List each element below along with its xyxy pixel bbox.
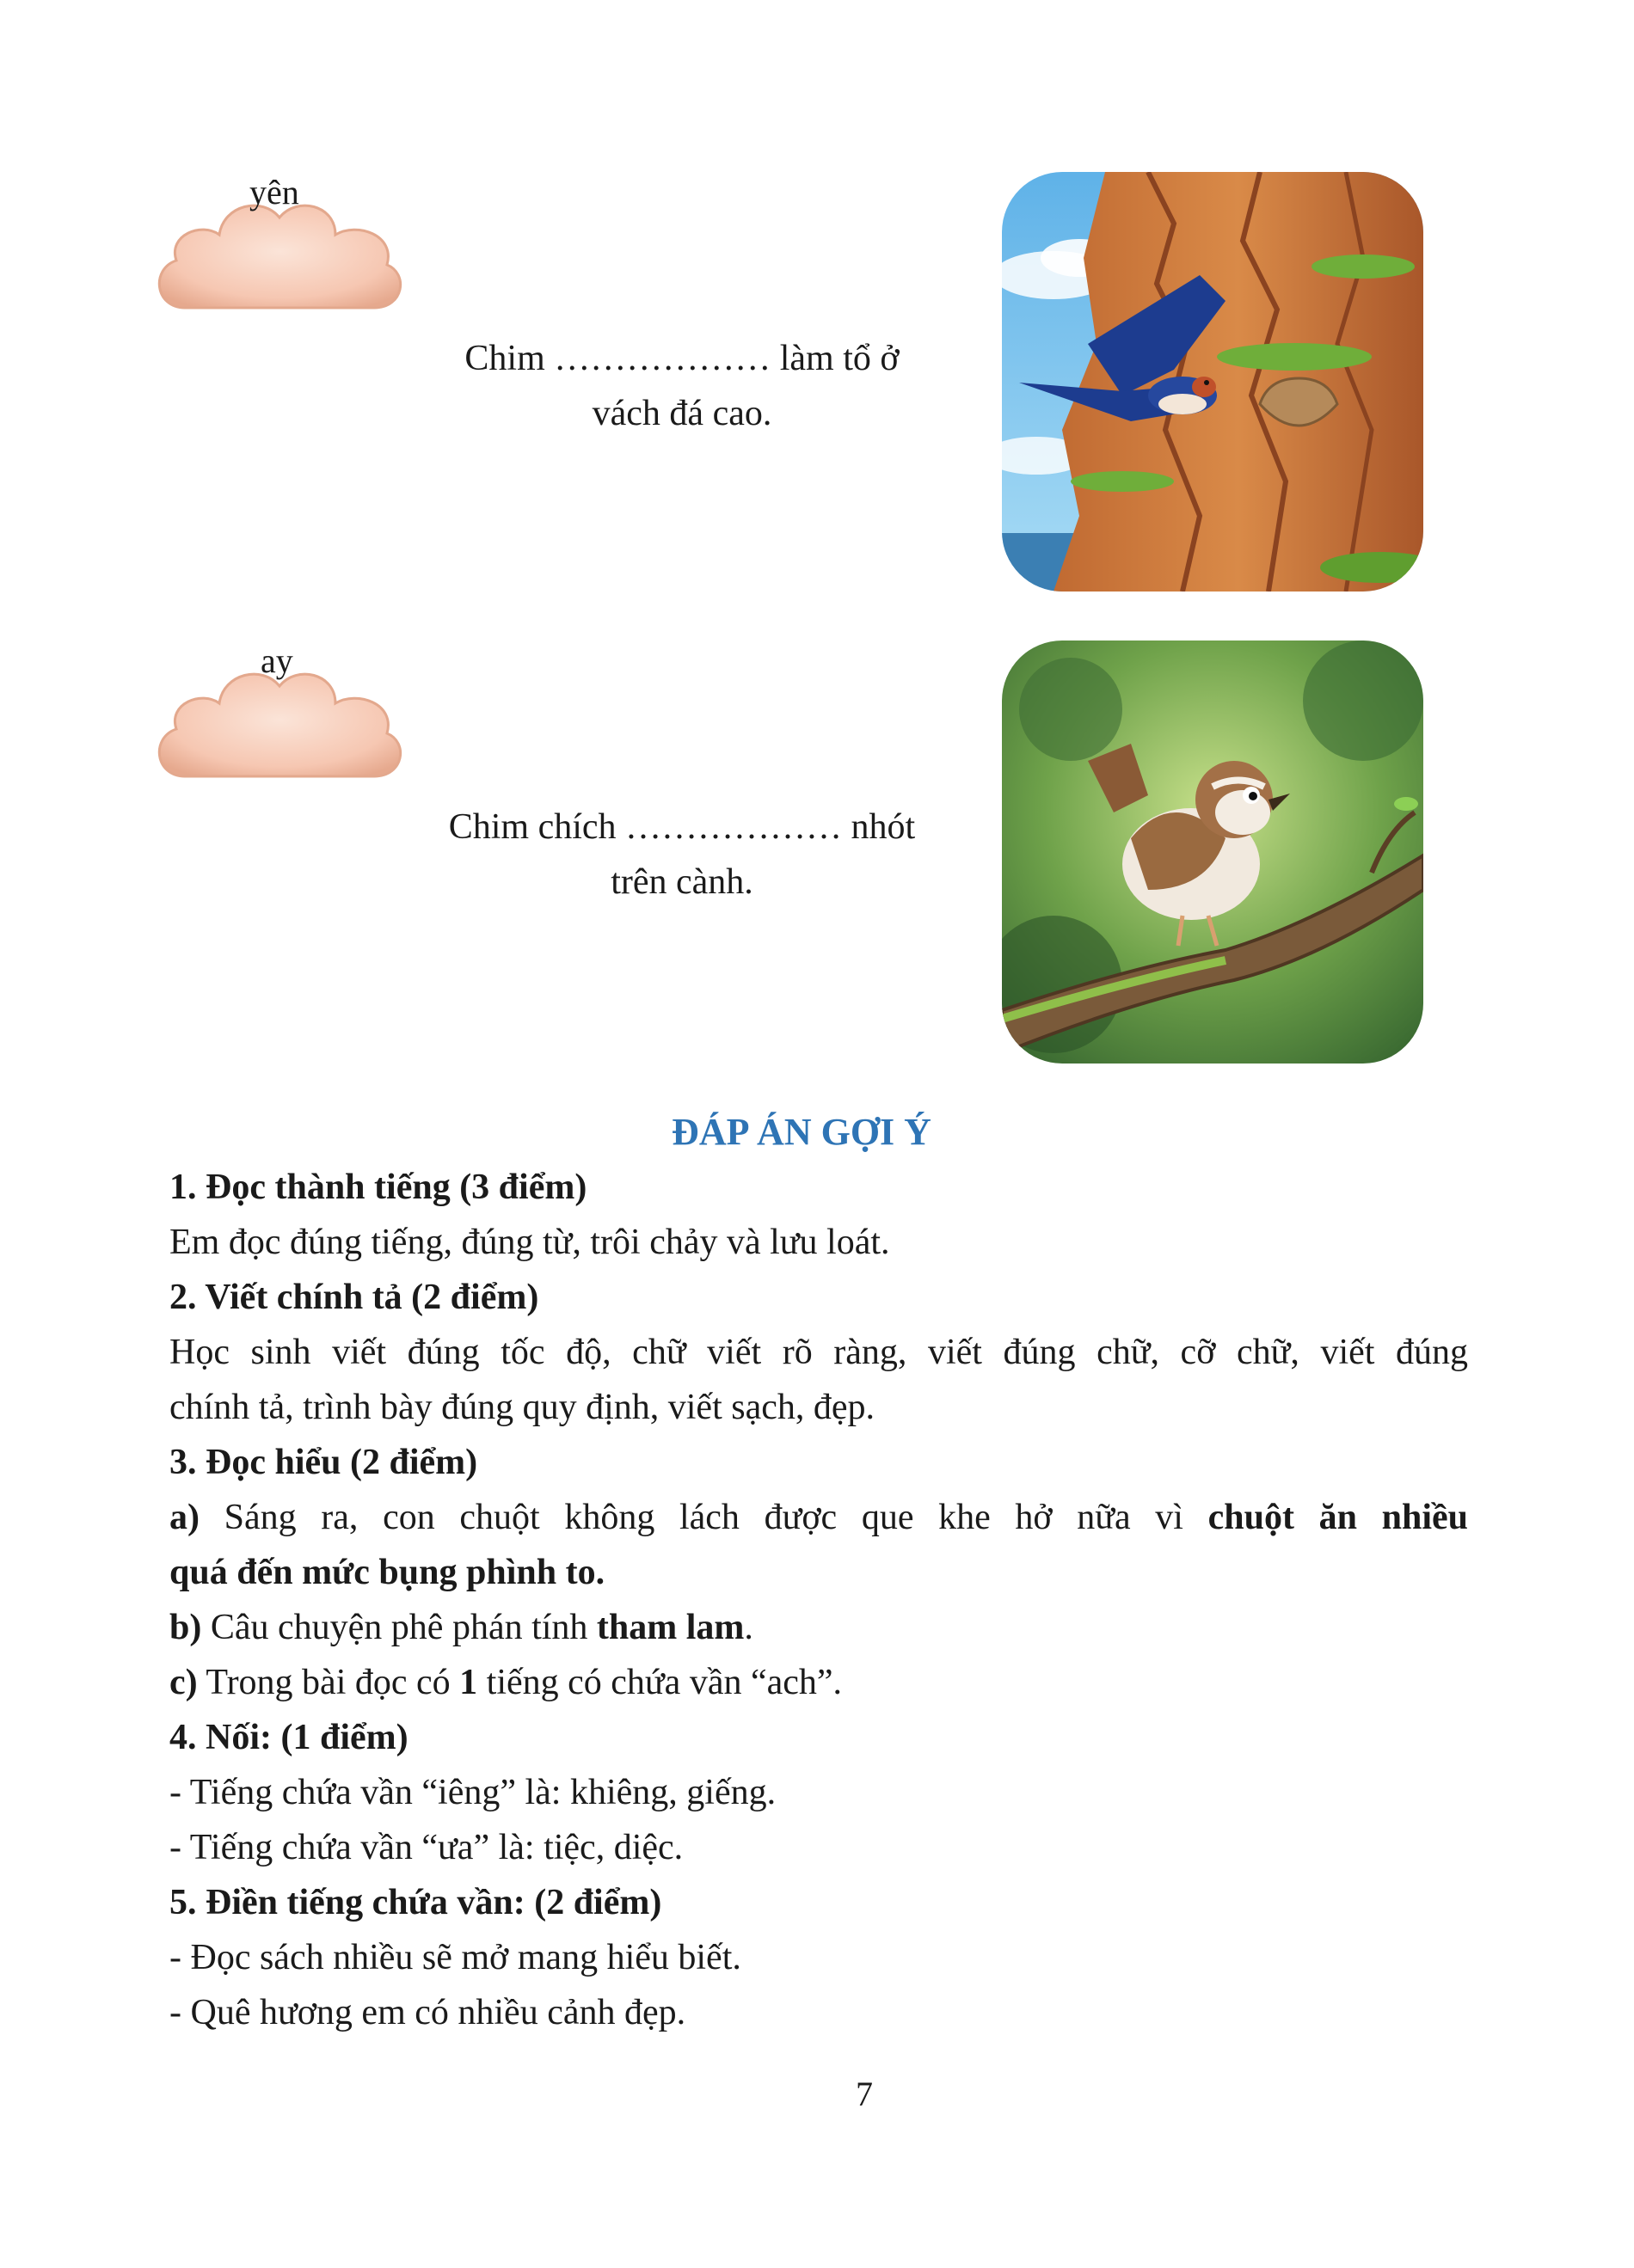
answer-3b-label: b) <box>169 1608 202 1647</box>
answer-3a-line-1 <box>169 1490 1468 1545</box>
section-5-line-2: - Quê hương em có nhiều cảnh đẹp. <box>169 1993 686 2032</box>
answer-3c-text-1: Trong bài đọc có <box>206 1663 451 1702</box>
answer-3a-text: Sáng ra, con chuột không lách được que khe hở nữa vì <box>224 1498 1183 1537</box>
answer-section <box>169 1105 1468 2040</box>
cloud-label-1: yên <box>249 173 299 211</box>
answer-3c-bold: 1 <box>459 1663 478 1702</box>
answer-3b-end: . <box>744 1608 753 1647</box>
answer-3c <box>169 1655 1468 1710</box>
section-4-line-1: - Tiếng chứa vần “iêng” là: khiêng, giếng. <box>169 1773 777 1812</box>
swallow-cliff-image <box>1002 172 1423 592</box>
sentence-1-line-1: Chim ……………… làm tổ ở <box>464 339 900 378</box>
sentence-1-line-2: vách đá cao. <box>592 394 772 433</box>
section-3-heading: 3. Đọc hiểu (2 điểm) <box>169 1443 478 1482</box>
section-2-text-line-1: Học sinh viết đúng tốc độ, chữ viết rõ ràng, viết đúng chữ, cỡ chữ, viết đúng <box>169 1333 1468 1372</box>
page-number: 7 <box>856 2075 873 2113</box>
answer-3a-bold-1: chuột ăn nhiều <box>1207 1498 1469 1537</box>
answer-3a-bold-2: quá đến mức bụng phình to. <box>169 1553 605 1592</box>
section-5-heading: 5. Điền tiếng chứa vần: (2 điểm) <box>169 1883 662 1922</box>
section-4-line-2: - Tiếng chứa vần “ưa” là: tiệc, diệc. <box>169 1828 684 1867</box>
section-2-heading: 2. Viết chính tả (2 điểm) <box>169 1278 539 1317</box>
answer-3c-text-2: tiếng có chứa vần “ach”. <box>486 1663 843 1702</box>
answer-3b <box>169 1600 1468 1655</box>
section-2-text-line-2: chính tả, trình bày đúng quy định, viết sạch, đẹp. <box>169 1388 875 1427</box>
answer-3a-label: a) <box>169 1498 200 1537</box>
answer-3b-text: Câu chuyện phê phán tính <box>210 1608 588 1647</box>
answer-3c-label: c) <box>169 1663 198 1702</box>
sentence-2-line-2: trên cành. <box>611 862 753 902</box>
section-1-text: Em đọc đúng tiếng, đúng từ, trôi chảy và lưu loát. <box>169 1223 890 1262</box>
fill-sentence-1 <box>398 331 966 441</box>
answer-3b-bold: tham lam <box>596 1608 745 1647</box>
cloud-label-2: ay <box>261 641 293 680</box>
sentence-2-line-1: Chim chích ……………… nhót <box>448 807 916 847</box>
answer-title: ĐÁP ÁN GỢI Ý <box>672 1111 931 1153</box>
section-5-line-1: - Đọc sách nhiều sẽ mở mang hiểu biết. <box>169 1938 741 1977</box>
fill-sentence-2 <box>398 800 966 910</box>
section-4-heading: 4. Nối: (1 điểm) <box>169 1718 408 1757</box>
wren-branch-image <box>1002 641 1423 1064</box>
section-1-heading: 1. Đọc thành tiếng (3 điểm) <box>169 1168 587 1207</box>
